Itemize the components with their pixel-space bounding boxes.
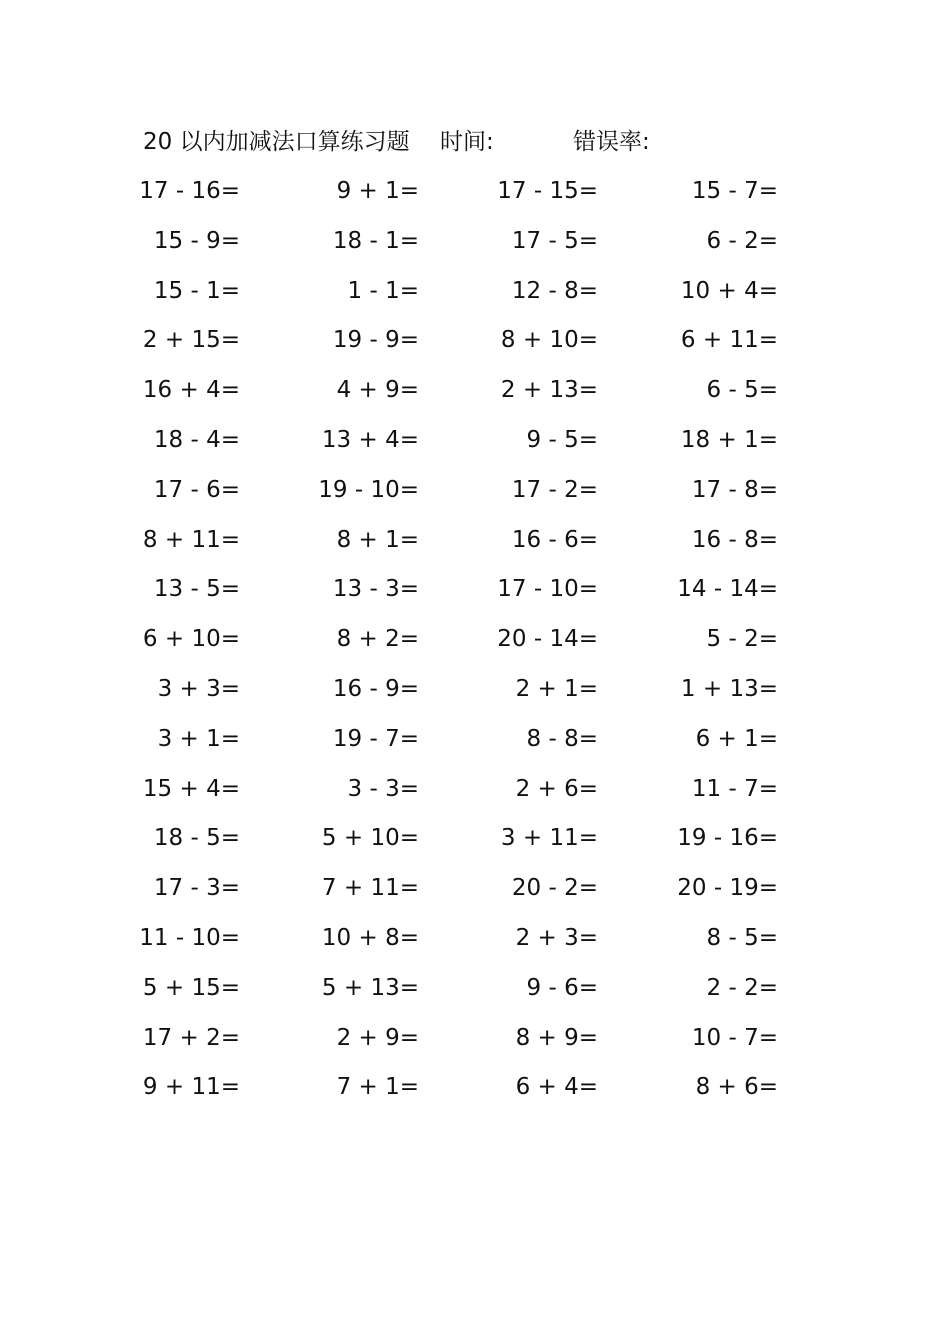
problem-item: 15 - 7= bbox=[691, 178, 778, 204]
problem-item: 16 + 4= bbox=[142, 377, 240, 404]
problem-item: 17 - 2= bbox=[511, 476, 598, 503]
problem-item: 3 + 3= bbox=[157, 675, 240, 702]
problem-item: 11 - 10= bbox=[139, 924, 240, 951]
problem-item: 2 + 9= bbox=[336, 1024, 419, 1051]
problem-item: 18 - 1= bbox=[332, 227, 419, 254]
problem-item: 10 + 4= bbox=[680, 277, 778, 304]
problem-item: 8 - 8= bbox=[526, 725, 598, 752]
problem-row bbox=[0, 470, 950, 520]
problem-item: 6 + 10= bbox=[142, 626, 240, 653]
problem-item: 15 - 1= bbox=[153, 277, 240, 304]
problem-item: 13 - 3= bbox=[332, 576, 419, 603]
problem-item: 3 + 11= bbox=[500, 825, 598, 852]
problem-item: 17 - 6= bbox=[153, 476, 240, 503]
problem-row bbox=[0, 719, 950, 769]
problem-row bbox=[0, 619, 950, 669]
problem-item: 9 - 5= bbox=[526, 426, 598, 453]
problem-item: 19 - 7= bbox=[332, 725, 419, 752]
problem-item: 17 - 5= bbox=[511, 227, 598, 254]
problem-item: 16 - 9= bbox=[332, 675, 419, 702]
problem-item: 15 - 9= bbox=[153, 227, 240, 254]
problem-item: 3 - 3= bbox=[347, 775, 419, 802]
problem-item: 5 + 13= bbox=[321, 974, 419, 1001]
problem-item: 10 - 7= bbox=[691, 1024, 778, 1051]
problem-item: 8 - 5= bbox=[706, 924, 778, 951]
problem-item: 2 + 3= bbox=[515, 924, 598, 951]
problem-row bbox=[0, 818, 950, 868]
problem-item: 11 - 7= bbox=[691, 775, 778, 802]
problem-item: 7 + 11= bbox=[321, 875, 419, 902]
problem-item: 13 - 5= bbox=[153, 576, 240, 603]
problem-item: 9 - 6= bbox=[526, 974, 598, 1001]
worksheet-title: 20 以内加减法口算练习题 bbox=[143, 129, 410, 155]
problem-item: 3 + 1= bbox=[157, 725, 240, 752]
problem-item: 8 + 9= bbox=[515, 1024, 598, 1051]
problem-item: 18 + 1= bbox=[680, 426, 778, 453]
problem-row bbox=[0, 520, 950, 570]
problem-item: 10 + 8= bbox=[321, 924, 419, 951]
problem-row bbox=[0, 918, 950, 968]
time-label: 时间: bbox=[440, 129, 494, 155]
problem-item: 4 + 9= bbox=[336, 377, 419, 404]
problem-row bbox=[0, 1067, 950, 1117]
problem-item: 16 - 6= bbox=[511, 526, 598, 553]
problem-item: 19 - 10= bbox=[318, 476, 419, 503]
problem-row bbox=[0, 769, 950, 819]
problem-item: 2 + 13= bbox=[500, 377, 598, 404]
problem-row bbox=[0, 221, 950, 271]
problem-item: 5 - 2= bbox=[706, 626, 778, 653]
problem-item: 1 + 13= bbox=[680, 675, 778, 702]
problem-item: 2 + 15= bbox=[142, 327, 240, 354]
problem-item: 20 - 14= bbox=[497, 626, 598, 653]
problem-row bbox=[0, 1018, 950, 1068]
problem-grid bbox=[0, 171, 950, 1117]
problem-row bbox=[0, 968, 950, 1018]
problem-item: 5 + 10= bbox=[321, 825, 419, 852]
problem-item: 7 + 1= bbox=[336, 1074, 419, 1101]
problem-item: 17 - 16= bbox=[139, 178, 240, 204]
problem-item: 18 - 5= bbox=[153, 825, 240, 852]
problem-item: 14 - 14= bbox=[677, 576, 778, 603]
problem-item: 19 - 16= bbox=[677, 825, 778, 852]
problem-item: 2 + 6= bbox=[515, 775, 598, 802]
problem-item: 6 + 1= bbox=[695, 725, 778, 752]
problem-item: 2 - 2= bbox=[706, 974, 778, 1001]
problem-item: 2 + 1= bbox=[515, 675, 598, 702]
problem-row bbox=[0, 370, 950, 420]
problem-item: 15 + 4= bbox=[142, 775, 240, 802]
problem-item: 8 + 10= bbox=[500, 327, 598, 354]
problem-item: 9 + 1= bbox=[336, 178, 419, 204]
problem-row bbox=[0, 320, 950, 370]
problem-item: 5 + 15= bbox=[142, 974, 240, 1001]
problem-item: 19 - 9= bbox=[332, 327, 419, 354]
problem-item: 13 + 4= bbox=[321, 426, 419, 453]
problem-item: 18 - 4= bbox=[153, 426, 240, 453]
problem-item: 17 + 2= bbox=[142, 1024, 240, 1051]
problem-item: 17 - 10= bbox=[497, 576, 598, 603]
problem-item: 8 + 11= bbox=[142, 526, 240, 553]
problem-item: 8 + 2= bbox=[336, 626, 419, 653]
problem-item: 1 - 1= bbox=[347, 277, 419, 304]
problem-item: 17 - 3= bbox=[153, 875, 240, 902]
problem-item: 9 + 11= bbox=[142, 1074, 240, 1101]
problem-item: 6 + 4= bbox=[515, 1074, 598, 1101]
problem-row bbox=[0, 669, 950, 719]
problem-item: 8 + 6= bbox=[695, 1074, 778, 1101]
problem-row bbox=[0, 420, 950, 470]
problem-item: 16 - 8= bbox=[691, 526, 778, 553]
problem-item: 6 + 11= bbox=[680, 327, 778, 354]
problem-item: 20 - 2= bbox=[511, 875, 598, 902]
problem-item: 17 - 15= bbox=[497, 178, 598, 204]
problem-item: 17 - 8= bbox=[691, 476, 778, 503]
problem-row bbox=[0, 569, 950, 619]
problem-row bbox=[0, 171, 950, 221]
problem-row bbox=[0, 271, 950, 321]
problem-row bbox=[0, 868, 950, 918]
problem-item: 20 - 19= bbox=[677, 875, 778, 902]
problem-item: 6 - 5= bbox=[706, 377, 778, 404]
problem-item: 12 - 8= bbox=[511, 277, 598, 304]
problem-item: 6 - 2= bbox=[706, 227, 778, 254]
problem-item: 8 + 1= bbox=[336, 526, 419, 553]
error-rate-label: 错误率: bbox=[573, 129, 650, 155]
